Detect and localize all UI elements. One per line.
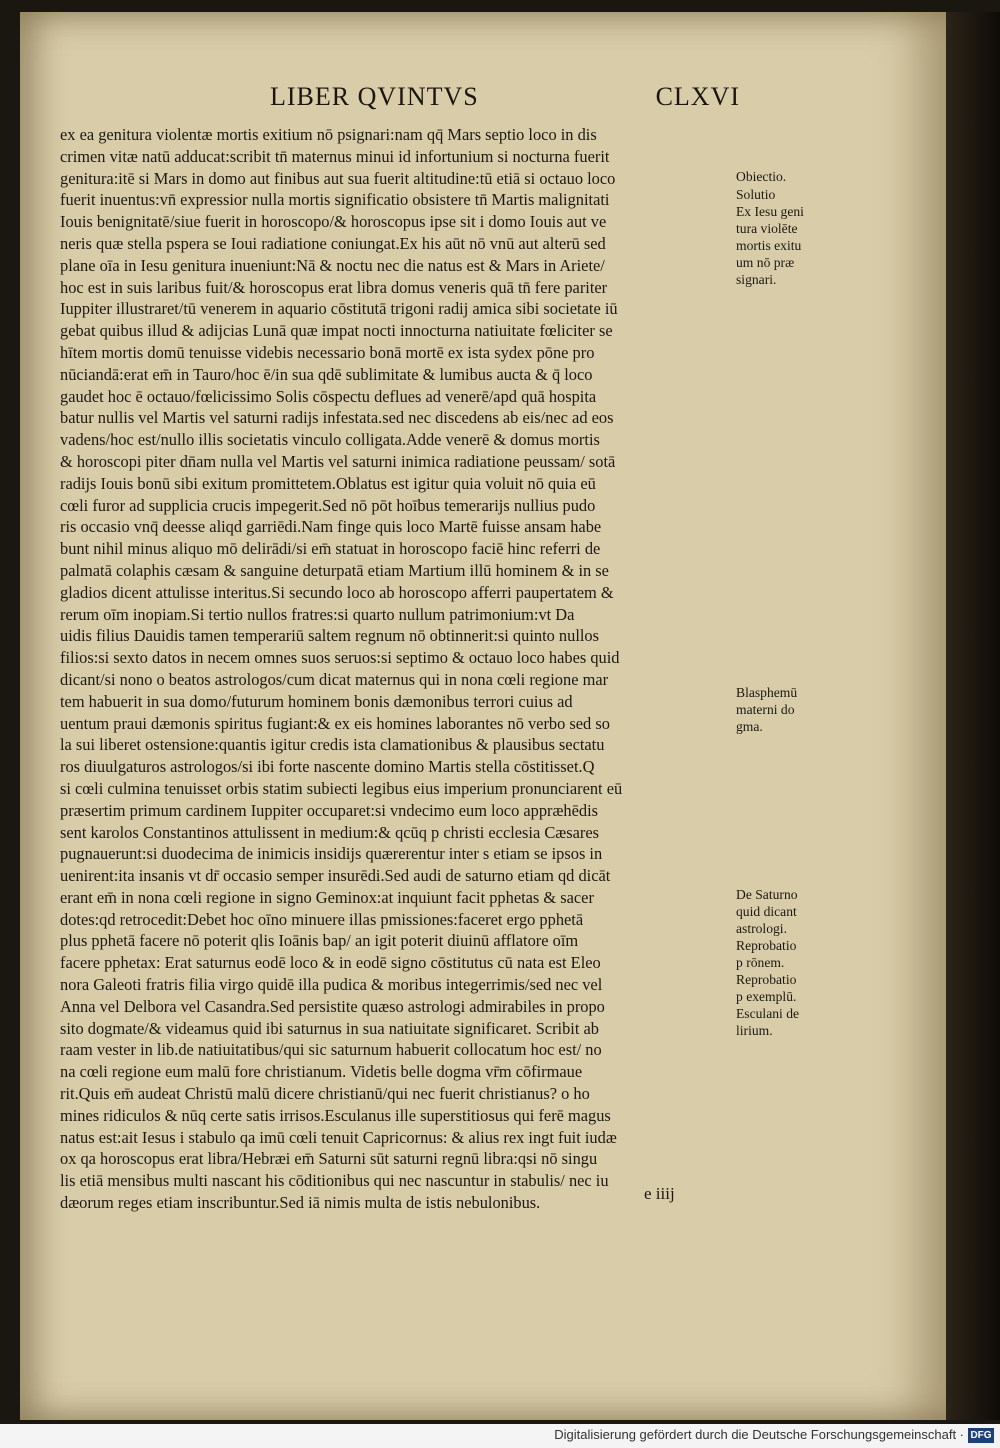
text-line: dicant/si nono o beatos astrologos/cum dicat maternus qui in nona cœli regione mar xyxy=(60,669,609,689)
footer-bar xyxy=(0,1424,1000,1448)
margin-note-line: De Saturno xyxy=(736,887,798,902)
text-line: gebat quibus illud & adijcias Lunā quæ impat nocti innocturna natiuitate fœliciter se xyxy=(60,321,613,341)
margin-note-blasphemu xyxy=(736,684,822,735)
text-line: la sui liberet ostensione:quantis igitur credis ista clamationibus & plausibus sectatu xyxy=(60,735,605,755)
margin-note-line: Reprobatio xyxy=(736,938,797,953)
text-line: uidis filius Dauidis tamen temperariū saltem regnum nō obtinnerit:si quinto nullos xyxy=(60,626,599,646)
text-line: Iouis benignitatē/siue fuerit in horoscopo/& horoscopus ipse sit i domo Iouis aut ve xyxy=(60,212,607,232)
text-line: na cœli regione eum malū fore christianum. Videtis belle dogma vr̄m cōfirmaue xyxy=(60,1062,583,1082)
text-line: palmatā colaphis cæsam & sanguine deturpatā etiam Martium illū hominem & in se xyxy=(60,560,609,580)
margin-note-saturno xyxy=(736,886,822,1039)
text-line: hoc est in suis laribus fuit/& horoscopus erat libra domus veneris quā tn̄ fere pariter xyxy=(60,277,608,297)
text-line: erant em̄ in nona cœli regione in signo Geminox:at inquiunt facit pphetas & sacer xyxy=(60,887,594,907)
text-line: pugnauerunt:si duodecima de inimicis insidijs quærerentur inter s etiam se ipsos in xyxy=(60,844,603,864)
text-line: ris occasio vnq̄ deesse aliqd garriēdi.Nam finge quis loco Martē fuisse ansam habe xyxy=(60,517,602,537)
text-line: si cœli culmina tenuisset orbis statim subiecti legibus eius imperium pronunciarent eū xyxy=(60,778,623,798)
text-line: lis etiā mensibus multi nascant his cōditionibus qui nec nascuntur in stabulis/ nec iu xyxy=(60,1171,609,1191)
margin-note-line: Solutio xyxy=(736,187,776,202)
text-line: nora Galeoti fratris filia virgo quidē illa pudica & moribus integerrimis/sed nec vel xyxy=(60,975,603,995)
margin-note-line: Obiectio. xyxy=(736,169,787,184)
margin-note-line: mortis exitu xyxy=(736,238,802,253)
text-line: uenirent:ita insanis vt dr̄ occasio semper insurēdi.Sed audi de saturno etiam qd dicāt xyxy=(60,866,611,886)
text-line: batur nullis vel Martis vel saturni radijs infestata.sed nec discedens ab eis/nec ad eos xyxy=(60,408,614,428)
margin-note-line: Esculani de xyxy=(736,1006,800,1021)
text-line: Iuppiter illustraret/tū venerem in aquario cōstitutā trigoni radij amica sibi societate iū xyxy=(60,299,618,319)
margin-note-line: p rōnem. xyxy=(736,955,785,970)
text-line: crimen vitæ natū adducat:scribit tn̄ maternus minui id infortunium si nocturna fuerit xyxy=(60,146,610,166)
text-line: hītem mortis domū tenuisse videbis necessario bonā mortē ex ista sydex pōne pro xyxy=(60,342,595,362)
text-line: dæorum reges etiam inscribuntur.Sed iā nimis multa de istis nebulonibus. xyxy=(60,1193,541,1213)
text-line: mines ridiculos & nūq certe satis irrisos.Esculanus ille superstitiosus qui ferē magus xyxy=(60,1105,611,1125)
text-line: & horoscopi piter dn̄am nulla vel Martis vel saturni inimica radiatione peussam/ sotā xyxy=(60,451,616,471)
text-line: sito dogmate/& videamus quid ibi saturnus in sua natiuitate significaret. Scribit ab xyxy=(60,1018,599,1038)
text-line: filios:si sexto datos in necem omnes suos seruos:si septimo & octauo loco habes quid xyxy=(60,648,620,668)
running-head xyxy=(270,82,740,118)
text-line: rit.Quis em̄ audeat Christū malū dicere christianū/qui nec fuerit christianus? o ho xyxy=(60,1084,590,1104)
margin-note-line: gma. xyxy=(736,719,763,734)
margin-note-solutio xyxy=(736,186,822,288)
page-edge xyxy=(946,12,1000,1420)
text-line: genitura:itē si Mars in domo aut finibus aut sua fuerit altitudine:tū etiā si octauo loco xyxy=(60,168,616,188)
text-line: facere pphetax: Erat saturnus eodē loco & in eodē signo cōstitutus cū nata est Eleo xyxy=(60,953,601,973)
text-line: dotes:qd retrocedit:Debet hoc oīno minuere illas pmissiones:faceret ergo pphetā xyxy=(60,909,584,929)
text-line: Anna vel Delbora vel Casandra.Sed persistite quæso astrologi admirabiles in propo xyxy=(60,996,605,1016)
text-line: uentum praui dæmonis spiritus fugiant:& ex eis homines laborantes nō verbo sed so xyxy=(60,713,610,733)
text-line: plane oīa in Iesu genitura inueniunt:Nā & noctu nec die natus est & Mars in Ariete/ xyxy=(60,255,605,275)
text-line: fuerit inuentus:vn̄ expressior nulla mortis significatio obsistere tn̄ Martis malignitati xyxy=(60,190,610,210)
margin-note-line: Reprobatio xyxy=(736,972,797,987)
text-line: gladios dicent attulisse interitus.Si secundo loco ab horoscopo afferri paupertatem & xyxy=(60,582,614,602)
folio-number: CLXVI xyxy=(655,82,740,111)
text-line: præsertim primum cardinem Iuppiter occuparet:si vndecimo eum loco appræhēdis xyxy=(60,800,599,820)
margin-note-line: signari. xyxy=(736,272,777,287)
text-line: ros diuulgaturos astrologos/si ibi forte nascente domino Martis stella cōstitisset.Q xyxy=(60,757,595,777)
margin-note-line: Ex Iesu geni xyxy=(736,204,804,219)
text-line: neris quæ stella pspera se Ioui radiatione coniungat.Ex his aūt nō vnū aut alterū sed xyxy=(60,233,606,253)
main-text-block xyxy=(60,124,736,1214)
margin-note-line: quid dicant xyxy=(736,904,797,919)
text-line: rerum oīm inopiam.Si tertio nullos fratres:si quarto nullum patrimonium:vt Da xyxy=(60,604,575,624)
margin-note-line: Blasphemū xyxy=(736,685,798,700)
text-line: vadens/hoc est/nullo illis societatis vinculo colligata.Adde venerē & domus mortis xyxy=(60,430,600,450)
text-line: plus pphetā facere nō poterit qlis Ioānis bap/ an igit poterit diuinū afflatore oīm xyxy=(60,931,579,951)
text-line: bunt nihil minus aliquo mō delirādi/si em̄ statuat in horoscopo faciē hinc referri de xyxy=(60,539,601,559)
text-line: nūciandā:erat em̄ in Tauro/hoc ē/in sua qdē sublimitate & lumibus aucta & q̄ loco xyxy=(60,364,593,384)
margin-note-line: tura violēte xyxy=(736,221,798,236)
margin-note-line: astrologi. xyxy=(736,921,787,936)
text-line: natus est:ait Iesus i stabulo qa imū cœli tenuit Capricornus: & alius rex ingt fuit iudæ xyxy=(60,1127,617,1147)
dfg-logo: DFG xyxy=(968,1428,994,1443)
margin-note-line: um nō præ xyxy=(736,255,795,270)
text-line: gaudet hoc ē octauo/fœlicissimo Solis cōspectu deflues ad venerē/apd quā hospita xyxy=(60,386,597,406)
text-line: sent karolos Constantinos attulissent in medium:& qcūq p christi ecclesia Cæsares xyxy=(60,822,599,842)
running-head-title: LIBER QVINTVS xyxy=(270,82,479,111)
margin-note-line: p exemplū. xyxy=(736,989,797,1004)
text-line: ex ea genitura violentæ mortis exitium nō psignari:nam qq̄ Mars septio loco in dis xyxy=(60,125,597,144)
text-line: raam vester in lib.de natiuitatibus/qui sic saturnum habuerit collocatum hoc est/ no xyxy=(60,1040,602,1060)
signature-mark: e iiij xyxy=(644,1184,675,1203)
funding-notice: Digitalisierung gefördert durch die Deutsche Forschungsgemeinschaft · xyxy=(554,1427,964,1442)
text-line: cœli furor ad supplicia crucis impegerit.Sed nō pōt hoībus temerarijs nullius pudo xyxy=(60,495,596,515)
text-line: tem habuerit in sua domo/futurum hominem bonis dæmonibus terrori cuius ad xyxy=(60,691,573,711)
text-line: radijs Iouis bonū sibi exitum promittetem.Oblatus est igitur quia voluit nō quia eū xyxy=(60,473,596,493)
margin-note-line: lirium. xyxy=(736,1023,773,1038)
text-line: ox qa horoscopus erat libra/Hebræi em̄ Saturni sūt saturni regnū libra:qsi nō singu xyxy=(60,1149,598,1169)
margin-note-obiectio xyxy=(736,168,822,185)
margin-note-line: materni do xyxy=(736,702,795,717)
